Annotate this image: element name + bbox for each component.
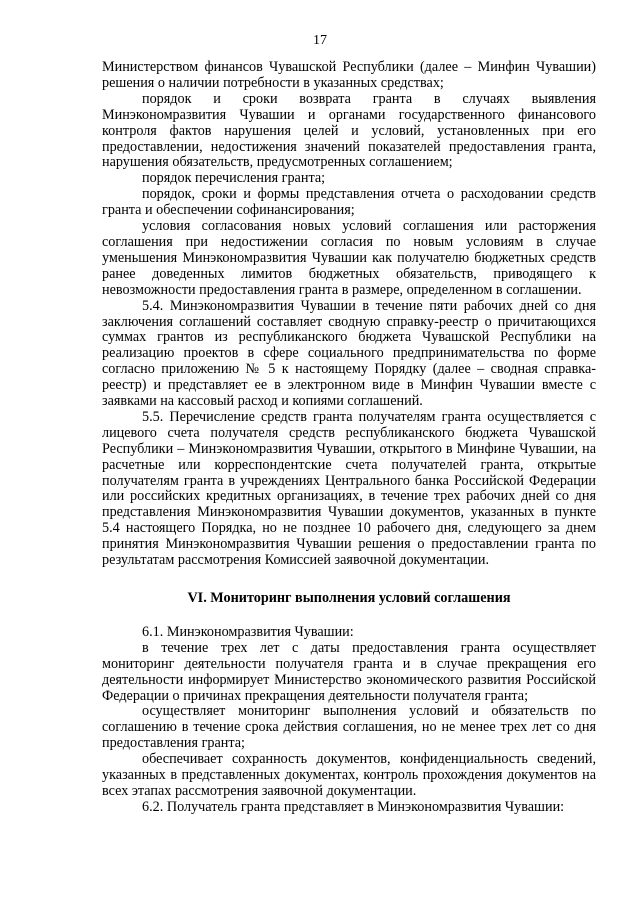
paragraph: 5.5. Перечисление средств гранта получателям гранта осуществляется с лицевого счета получателя средств республиканского бюджета Чувашской Республики – Минэкономразвития Чувашии, открытого в Минфине Чувашии, на расчетные или корреспондентские счета получателей гранта, открытые получателям гранта в учреждениях Центрального банка Российской Федерации или российских кредитных организациях, в течение трех рабочих дней со дня представления Минэкономразвития Чувашии документов, указанных в пункте 5.4 настоящего Порядка, но не позднее 10 рабочего дня, следующего за днем принятия Минэкономразвития Чувашии решения о предоставлении гранта по результатам рассмотрения Комиссией заявочной документации. — [102, 408, 596, 569]
paragraph: условия согласования новых условий соглашения или расторжения соглашения при недостижении согласия по новым условиям в случае уменьшения Минэкономразвития Чувашии как получателю бюджетных средств ранее доведенных лимитов бюджетных обязательств, приводящего к невозможности предоставления гранта в размере, определенном в соглашении. — [102, 218, 596, 298]
paragraph: 6.1. Минэкономразвития Чувашии: — [142, 623, 354, 640]
page-number: 17 — [313, 33, 327, 48]
paragraph: порядок и сроки возврата гранта в случаях выявления Минэкономразвития Чувашии и органами государственного финансового контроля фактов нарушения целей и условий, установленных при его предоставлении, недостижения значений показателей предоставления гранта, нарушения обязательств, предусмотренных соглашением; — [102, 90, 596, 171]
paragraph: порядок, сроки и формы представления отчета о расходовании средств гранта и обеспечении софинансирования; — [102, 186, 596, 219]
paragraph: Министерством финансов Чувашской Республики (далее – Минфин Чувашии) решения о наличии потребности в указанных средствах; — [102, 59, 596, 91]
paragraph: порядок перечисления гранта; — [142, 170, 326, 187]
paragraph: обеспечивает сохранность документов, конфиденциальность сведений, указанных в представленных документах, контроль прохождения документов на всех этапах рассмотрения заявочной документации. — [102, 751, 596, 799]
paragraph: осуществляет мониторинг выполнения условий и обязательств по соглашению в течение срока действия соглашения, но не менее трех лет со дня предоставления гранта; — [102, 703, 596, 752]
document-body — [102, 60, 596, 816]
paragraph: в течение трех лет с даты предоставления гранта осуществляет мониторинг деятельности получателя гранта и в случае прекращения его деятельности информирует Министерство экономического развития Российской Федерации о причинах прекращения деятельности получателя гранта; — [102, 639, 596, 704]
section-heading: VI. Мониторинг выполнения условий соглашения — [187, 590, 511, 606]
paragraph: 5.4. Минэкономразвития Чувашии в течение пяти рабочих дней со дня заключения соглашений составляет сводную справку-реестр о причитающихся суммах грантов из республиканского бюджета Чувашской Республики на реализацию проектов в сфере социального предпринимательства по форме согласно приложению № 5 к настоящему Порядку (далее – сводная справка-реестр) и представляет ее в электронном виде в Минфин Чувашии вместе с заявками на кассовый расход и копиями соглашений. — [102, 297, 596, 410]
paragraph: 6.2. Получатель гранта представляет в Минэкономразвития Чувашии: — [142, 798, 565, 815]
